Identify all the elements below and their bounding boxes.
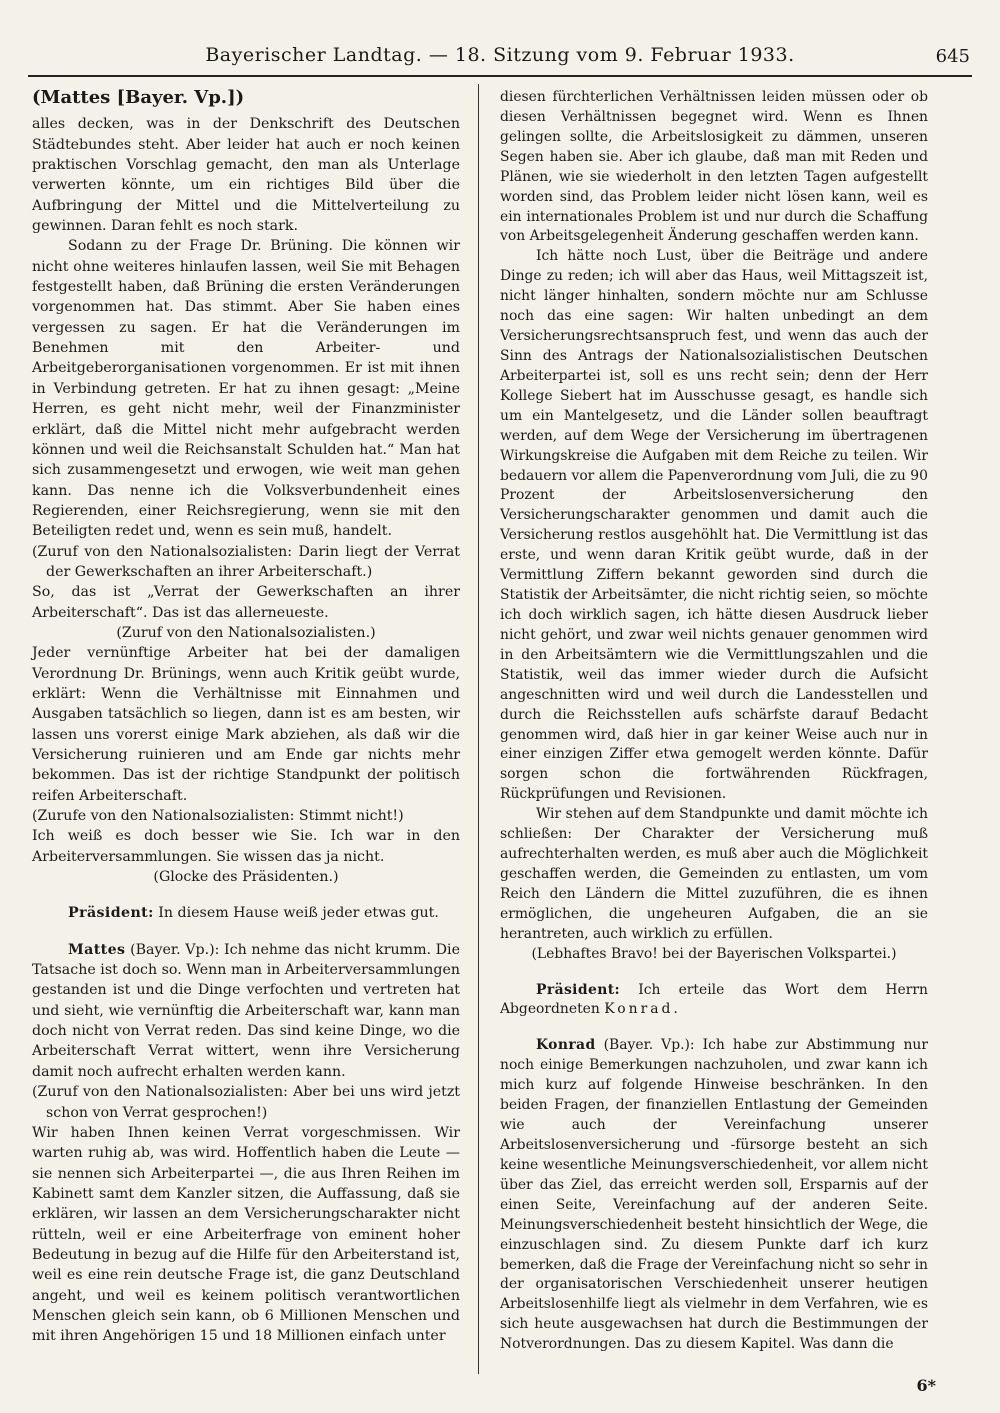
paragraph: Ich weiß es doch besser wie Sie. Ich war in den Arbeiterversammlungen. Sie wissen das ja nicht.: [32, 828, 460, 865]
speaker-continuation-heading: (Mattes [Bayer. Vp.]): [32, 87, 245, 108]
spaced-name: Konrad: [604, 1001, 674, 1018]
speaker-name: Konrad: [536, 1037, 596, 1054]
left-column: [32, 88, 460, 1347]
right-column: [500, 88, 928, 1355]
speaker-paragraph: [32, 903, 460, 923]
interjection: (Zuruf von den Nationalsozialisten: Darin liegt der Verrat der Gewerkschaften an ihrer Arbeiterschaft.): [32, 543, 460, 580]
paragraph: alles decken, was in der Denkschrift des Deutschen Städtebundes steht. Aber leider hat auch er noch keinen praktischen Vorschlag gemacht, den man als Unterlage verwerten könnte, um ein richtiges Bild über die Aufbringung der Mittel und die Mittelverteilung zu gewinnen. Daran fehlt es noch stark.: [32, 116, 460, 235]
speaker-name: Mattes: [68, 941, 126, 958]
speaker-paragraph: [500, 981, 928, 1021]
page-header: [0, 38, 1000, 78]
interjection: (Zuruf von den Nationalsozialisten.): [116, 624, 376, 641]
paragraph: diesen fürchterlichen Verhältnissen leiden müssen oder ob diesen Verhältnissen begegnet wird. Wenn es Ihnen gelingen sollte, die Arbeitslosigkeit zu dämmen, unseren Segen haben sie. Aber ich glaube, daß man mit Reden und Plänen, wie sie wiederholt in den letzten Tagen aufgestellt worden sind, das Problem leider nicht lösen kann, weil es ein internationales Problem ist und nur durch die Schaffung von Arbeitsgelegenheit Änderung geschaffen werden kann.: [500, 89, 928, 245]
column-divider: [478, 84, 479, 1374]
interjection: (Zuruf von den Nationalsozialisten: Aber bei uns wird jetzt schon von Verrat gesprochen!): [32, 1084, 460, 1121]
header-rule: [28, 75, 972, 77]
interjection: (Glocke des Präsidenten.): [153, 869, 339, 886]
speech-text: Ich erteile das Wort dem Herrn Abgeordneten: [500, 981, 928, 1018]
paragraph: So, das ist „Verrat der Gewerkschaften an ihrer Arbeiterschaft“. Das ist das allerneueste.: [32, 584, 460, 621]
speaker-name: Präsident:: [68, 905, 154, 922]
speaker-paragraph: [500, 1036, 928, 1355]
speech-text: In diesem Hause weiß jeder etwas gut.: [153, 905, 439, 922]
speaker-paragraph: [32, 940, 460, 1082]
speaker-name: Präsident:: [536, 981, 621, 998]
paragraph: Sodann zu der Frage Dr. Brüning. Die können wir nicht ohne weiteres hinlaufen lassen, weil Sie mit Behagen festgestellt haben, daß Brüning die ersten Veränderungen vorgenommen hat. Das stimmt. Aber Sie haben eines vergessen zu sagen. Er hat die Veränderungen im Benehmen mit den Arbeiter- und Arbeitgeberorganisationen vorgenommen. Er ist mit ihnen in Verbindung getreten. Er hat zu ihnen gesagt: „Meine Herren, es geht nicht mehr, weil der Finanzminister erklärt, daß die Mittel nicht mehr aufgebracht werden können und weil die Reichsanstalt Schulden hat.“ Man hat sich zusammengesetzt und erwogen, wie weit man gehen kann. Das nenne ich die Volksverbundenheit eines Regierenden, einer Reichsregierung, wenn sie mit den Beteiligten redet und, wenn es sein muß, handelt.: [32, 238, 460, 540]
paragraph: Wir stehen auf dem Standpunkte und damit möchte ich schließen: Der Charakter der Versicherung muß aufrechterhalten werden, es muß aber auch die Möglichkeit geschaffen werden, die Gemeinden zu entlasten, um vom Reich den Ländern die Mittel zuzuführen, die es ihnen ermöglichen, die ungeheuren Aufgaben, die an sie herantreten, auch wirklich zu erfüllen.: [500, 806, 928, 942]
sheet-signature: 6*: [916, 1376, 936, 1395]
interjection: (Zurufe von den Nationalsozialisten: Stimmt nicht!): [32, 808, 404, 825]
paragraph: Jeder vernünftige Arbeiter hat bei der damaligen Verordnung Dr. Brünings, wenn auch Kritik geübt wurde, erklärt: Wenn die Verhältnisse mit Einnahmen und Ausgaben tatsächlich so liegen, dann ist es am besten, wir lassen uns vorerst einige Mark abziehen, als daß wir die Versicherung ruinieren und am Ende gar nichts mehr bekommen. Das ist der richtige Standpunkt der politisch reifen Arbeiterschaft.: [32, 645, 460, 804]
page-number: 645: [935, 46, 970, 67]
speech-text: (Bayer. Vp.): Ich habe zur Abstimmung nur noch einige Bemerkungen nachzuholen, und zwar kann ich mich kurz auf folgende Hinweise beschränken. In den beiden Fragen, der finanziellen Entlastung der Gemeinden wie auch der Vereinfachung unserer Arbeitslosenversicherung und -fürsorge besteht an sich keine wesentliche Meinungsverschiedenheit, vor allem nicht über das Ziel, das erreicht werden soll, Ersparnis auf der einen Seite, Vereinfachung auf der anderen Seite. Meinungsverschiedenheit besteht hinsichtlich der Wege, die einzuschlagen sind. Zu diesem Punkte darf ich kurz bemerken, daß die Frage der Vereinfachung nicht so sehr in der organisatorischen Verschiedenheit unserer heutigen Arbeitslosenhilfe liegt als vielmehr in dem Verfahren, wie es sich heute ausgewachsen hat durch die Bestimmungen der Notverordnungen. Das zu diesem Kapitel. Was dann die: [500, 1037, 928, 1353]
page-title: Bayerischer Landtag. — 18. Sitzung vom 9. Februar 1933.: [205, 44, 795, 66]
interjection: (Lebhaftes Bravo! bei der Bayerischen Volkspartei.): [531, 945, 897, 962]
paragraph: Ich hätte noch Lust, über die Beiträge und andere Dinge zu reden; ich will aber das Haus, weil Mittagszeit ist, nicht länger hinhalten, sondern möchte nur am Schlusse noch das eine sagen: Wir halten unbedingt an dem Versicherungsrechtsanspruch fest, und wenn das auch der Sinn des Antrags der Nationalsozialistischen Deutschen Arbeiterpartei ist, soll es uns recht sein; denn der Herr Kollege Siebert hat im Ausschusse gesagt, es handle sich um ein Mantelgesetz, und die Länder sollen beauftragt werden, auf dem Wege der Versicherung im übertragenen Wirkungskreise die Aufgaben mit dem Reiche zu teilen. Wir bedauern vor allem die Papenverordnung vom Juli, die zu 90 Prozent der Arbeitslosenversicherung den Versicherungscharakter genommen und damit auch die Versicherung restlos ausgehöhlt hat. Die Vermittlung ist das erste, und wenn daran Kritik geübt wurde, daß in der Vermittlung Ziffern bekannt geworden sind durch die Statistik der Arbeitsämter, die nicht richtig seien, so möchte ich doch wirklich sagen, ich hätte diesen Ausdruck lieber nicht gehört, und zwar weil nichts genauer genommen wird in den Arbeitsämtern wie die Vermittlungszahlen und die Statistik, weil das immer wieder durch die Aufsicht angeschnitten wird und weil durch die Landesstellen und durch die Reichsstellen aufs schärfste darauf Bedacht genommen wird, daß hier in gar keiner Weise auch nur in einer einzigen Ziffer etwa gemogelt werden könnte. Dafür sorgen schon die fortwährenden Rückfragen, Rückprüfungen und Revisionen.: [500, 248, 928, 803]
speech-text: (Bayer. Vp.): Ich nehme das nicht krumm. Die Tatsache ist doch so. Wenn man in Arbeiterversammlungen gestanden ist und die Dinge verfochten und vertreten hat und sieht, wie vernünftig die Arbeiterschaft war, kann man doch nicht von Verrat reden. Das sind keine Dinge, wo die Arbeiterschaft Verrat wittert, wenn ihre Versicherung damit noch aufrecht erhalten werden kann.: [32, 941, 460, 1080]
speech-text: .: [673, 1001, 678, 1018]
paragraph: Wir haben Ihnen keinen Verrat vorgeschmissen. Wir warten ruhig ab, was wird. Hoffentlich haben die Leute — sie nennen sich Arbeiterpartei —, die aus Ihren Reihen im Kabinett samt dem Kanzler sitzen, die Auffassung, daß sie erklären, wir lassen an dem Versicherungscharakter nicht rütteln, weil er eine Arbeiterfrage von eminent hoher Bedeutung in bezug auf die Hilfe für den Arbeiterstand ist, weil es eine rein deutsche Frage ist, die ganz Deutschland angeht, und weil es keinem politisch verantwortlichen Menschen gleich sein kann, ob 6 Millionen Menschen und mit ihren Angehörigen 15 und 18 Millionen einfach unter: [32, 1124, 460, 1345]
